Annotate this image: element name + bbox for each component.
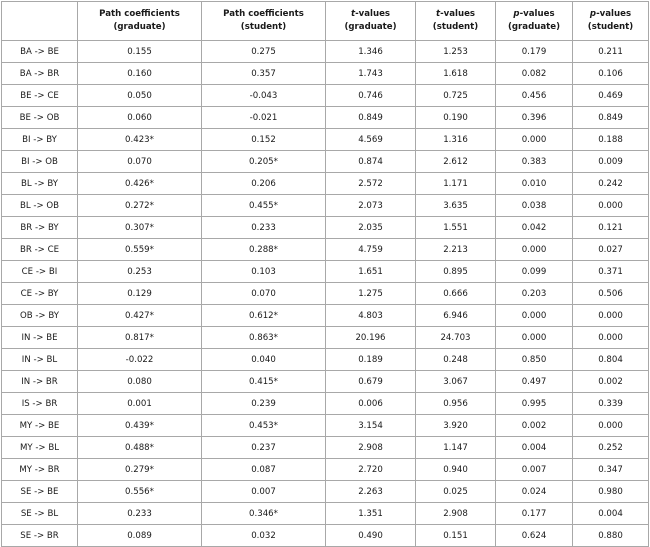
cell-path: BI -> OB [2,151,78,173]
cell-t-graduate: 0.746 [326,85,416,107]
cell-t-student: 1.551 [416,217,496,239]
cell-path: MY -> BE [2,415,78,437]
cell-path: BA -> BR [2,63,78,85]
cell-p-student: 0.106 [573,63,649,85]
cell-path: OB -> BY [2,305,78,327]
cell-p-student: 0.506 [573,283,649,305]
cell-t-student: 0.248 [416,349,496,371]
cell-path-coef-graduate: 0.160 [78,63,202,85]
table-body [2,41,649,547]
cell-t-student: 0.666 [416,283,496,305]
cell-p-graduate: 0.383 [496,151,573,173]
cell-p-graduate: 0.007 [496,459,573,481]
cell-p-student: 0.849 [573,107,649,129]
cell-path-coef-graduate: 0.559* [78,239,202,261]
cell-path: BE -> OB [2,107,78,129]
table-row [2,151,649,173]
table-row [2,371,649,393]
cell-t-student: 6.946 [416,305,496,327]
cell-path-coef-graduate: 0.488* [78,437,202,459]
cell-path-coef-student: 0.233 [202,217,326,239]
cell-path-coef-graduate: 0.556* [78,481,202,503]
table-row [2,415,649,437]
header-cell-t-graduate: t-values (graduate) [326,2,416,41]
cell-path: IN -> BR [2,371,78,393]
table-row [2,217,649,239]
cell-p-student: 0.211 [573,41,649,63]
cell-t-student: 3.067 [416,371,496,393]
cell-path-coef-student: 0.455* [202,195,326,217]
cell-t-graduate: 2.073 [326,195,416,217]
cell-path: MY -> BL [2,437,78,459]
cell-p-student: 0.252 [573,437,649,459]
cell-p-graduate: 0.179 [496,41,573,63]
cell-t-graduate: 0.679 [326,371,416,393]
cell-path: BE -> CE [2,85,78,107]
table-row [2,481,649,503]
cell-path-coef-graduate: 0.070 [78,151,202,173]
cell-path-coef-graduate: 0.427* [78,305,202,327]
table-row [2,503,649,525]
table-row [2,349,649,371]
cell-p-graduate: 0.624 [496,525,573,547]
cell-p-student: 0.004 [573,503,649,525]
cell-p-student: 0.000 [573,327,649,349]
cell-path-coef-student: 0.103 [202,261,326,283]
table-row [2,195,649,217]
cell-t-student: 0.725 [416,85,496,107]
cell-t-student: 0.025 [416,481,496,503]
cell-p-graduate: 0.177 [496,503,573,525]
cell-p-student: 0.980 [573,481,649,503]
cell-p-graduate: 0.000 [496,327,573,349]
table-row [2,63,649,85]
cell-path-coef-graduate: 0.423* [78,129,202,151]
cell-t-student: 3.920 [416,415,496,437]
table-row [2,129,649,151]
cell-path: IS -> BR [2,393,78,415]
cell-p-student: 0.188 [573,129,649,151]
table-row [2,107,649,129]
cell-t-graduate: 0.490 [326,525,416,547]
cell-p-graduate: 0.024 [496,481,573,503]
cell-path-coef-student: 0.612* [202,305,326,327]
cell-p-graduate: 0.203 [496,283,573,305]
cell-path-coef-student: 0.040 [202,349,326,371]
cell-path-coef-student: -0.021 [202,107,326,129]
table-row [2,305,649,327]
table-row [2,393,649,415]
cell-path-coef-student: 0.239 [202,393,326,415]
cell-t-student: 1.253 [416,41,496,63]
cell-p-student: 0.242 [573,173,649,195]
cell-path: SE -> BL [2,503,78,525]
cell-t-graduate: 1.275 [326,283,416,305]
cell-t-student: 1.147 [416,437,496,459]
cell-path-coef-graduate: -0.022 [78,349,202,371]
cell-path-coef-student: 0.275 [202,41,326,63]
cell-p-graduate: 0.099 [496,261,573,283]
cell-t-graduate: 1.351 [326,503,416,525]
cell-t-graduate: 2.720 [326,459,416,481]
table-row [2,239,649,261]
header-cell-p-graduate: p-values (graduate) [496,2,573,41]
cell-p-student: 0.002 [573,371,649,393]
cell-path-coef-graduate: 0.279* [78,459,202,481]
cell-p-student: 0.371 [573,261,649,283]
cell-path: IN -> BL [2,349,78,371]
cell-p-graduate: 0.004 [496,437,573,459]
cell-t-graduate: 2.908 [326,437,416,459]
cell-path-coef-student: 0.346* [202,503,326,525]
cell-path-coef-student: 0.237 [202,437,326,459]
table-row [2,459,649,481]
cell-t-graduate: 3.154 [326,415,416,437]
table-row [2,437,649,459]
cell-t-student: 0.151 [416,525,496,547]
table-row [2,85,649,107]
cell-p-student: 0.009 [573,151,649,173]
cell-t-student: 3.635 [416,195,496,217]
cell-t-student: 1.618 [416,63,496,85]
cell-t-student: 2.612 [416,151,496,173]
table-header [2,2,649,41]
cell-p-graduate: 0.010 [496,173,573,195]
cell-p-graduate: 0.000 [496,129,573,151]
table-row [2,41,649,63]
cell-p-student: 0.000 [573,305,649,327]
cell-p-graduate: 0.396 [496,107,573,129]
cell-path: BA -> BE [2,41,78,63]
cell-t-graduate: 1.743 [326,63,416,85]
cell-t-student: 0.895 [416,261,496,283]
cell-p-student: 0.000 [573,195,649,217]
cell-p-graduate: 0.042 [496,217,573,239]
header-cell-p-student: p-values (student) [573,2,649,41]
cell-p-student: 0.027 [573,239,649,261]
cell-path-coef-graduate: 0.817* [78,327,202,349]
cell-path-coef-graduate: 0.089 [78,525,202,547]
cell-path-coef-student: -0.043 [202,85,326,107]
cell-path-coef-graduate: 0.253 [78,261,202,283]
cell-t-student: 24.703 [416,327,496,349]
header-cell-path-coef-graduate: Path coefficients (graduate) [78,2,202,41]
table-row [2,261,649,283]
table-row [2,283,649,305]
header-cell-t-student: t-values (student) [416,2,496,41]
cell-t-graduate: 2.263 [326,481,416,503]
cell-path: MY -> BR [2,459,78,481]
cell-t-student: 2.213 [416,239,496,261]
cell-path-coef-student: 0.007 [202,481,326,503]
cell-t-student: 1.171 [416,173,496,195]
table-row [2,173,649,195]
cell-path: CE -> BI [2,261,78,283]
cell-path-coef-graduate: 0.233 [78,503,202,525]
cell-path-coef-student: 0.205* [202,151,326,173]
cell-path-coef-student: 0.357 [202,63,326,85]
cell-path-coef-student: 0.453* [202,415,326,437]
cell-path-coef-graduate: 0.050 [78,85,202,107]
cell-t-graduate: 4.803 [326,305,416,327]
cell-path: BR -> CE [2,239,78,261]
header-cell-path [2,2,78,41]
cell-path-coef-graduate: 0.001 [78,393,202,415]
cell-p-graduate: 0.000 [496,305,573,327]
cell-p-student: 0.880 [573,525,649,547]
cell-t-graduate: 2.035 [326,217,416,239]
cell-t-graduate: 20.196 [326,327,416,349]
cell-path: BR -> BY [2,217,78,239]
cell-p-graduate: 0.456 [496,85,573,107]
cell-p-graduate: 0.850 [496,349,573,371]
cell-path-coef-graduate: 0.426* [78,173,202,195]
cell-path-coef-student: 0.152 [202,129,326,151]
cell-path-coef-graduate: 0.129 [78,283,202,305]
cell-p-graduate: 0.497 [496,371,573,393]
path-coefficients-table [1,1,649,547]
cell-p-student: 0.121 [573,217,649,239]
cell-path-coef-student: 0.032 [202,525,326,547]
cell-path-coef-student: 0.415* [202,371,326,393]
header-row [2,2,649,41]
cell-path: CE -> BY [2,283,78,305]
cell-p-student: 0.804 [573,349,649,371]
cell-t-graduate: 0.189 [326,349,416,371]
cell-path: BL -> OB [2,195,78,217]
cell-t-graduate: 2.572 [326,173,416,195]
cell-p-graduate: 0.000 [496,239,573,261]
cell-p-graduate: 0.038 [496,195,573,217]
cell-path: SE -> BR [2,525,78,547]
cell-p-graduate: 0.995 [496,393,573,415]
cell-path-coef-student: 0.288* [202,239,326,261]
cell-p-graduate: 0.082 [496,63,573,85]
cell-path-coef-student: 0.070 [202,283,326,305]
cell-path-coef-graduate: 0.439* [78,415,202,437]
cell-p-student: 0.000 [573,415,649,437]
cell-t-graduate: 1.651 [326,261,416,283]
cell-t-graduate: 1.346 [326,41,416,63]
cell-t-student: 2.908 [416,503,496,525]
cell-path: SE -> BE [2,481,78,503]
cell-t-graduate: 4.759 [326,239,416,261]
cell-t-graduate: 4.569 [326,129,416,151]
cell-path-coef-graduate: 0.080 [78,371,202,393]
cell-path: IN -> BE [2,327,78,349]
table-row [2,525,649,547]
cell-t-graduate: 0.849 [326,107,416,129]
cell-t-student: 0.940 [416,459,496,481]
cell-p-student: 0.339 [573,393,649,415]
cell-p-student: 0.469 [573,85,649,107]
cell-path-coef-student: 0.863* [202,327,326,349]
cell-path-coef-graduate: 0.272* [78,195,202,217]
cell-path-coef-student: 0.206 [202,173,326,195]
cell-path-coef-graduate: 0.060 [78,107,202,129]
cell-path-coef-graduate: 0.155 [78,41,202,63]
cell-path-coef-graduate: 0.307* [78,217,202,239]
table-row [2,327,649,349]
cell-t-graduate: 0.874 [326,151,416,173]
header-cell-path-coef-student: Path coefficients (student) [202,2,326,41]
cell-p-student: 0.347 [573,459,649,481]
cell-path-coef-student: 0.087 [202,459,326,481]
cell-t-student: 1.316 [416,129,496,151]
cell-t-student: 0.190 [416,107,496,129]
cell-t-graduate: 0.006 [326,393,416,415]
cell-path: BL -> BY [2,173,78,195]
cell-path: BI -> BY [2,129,78,151]
cell-t-student: 0.956 [416,393,496,415]
cell-p-graduate: 0.002 [496,415,573,437]
